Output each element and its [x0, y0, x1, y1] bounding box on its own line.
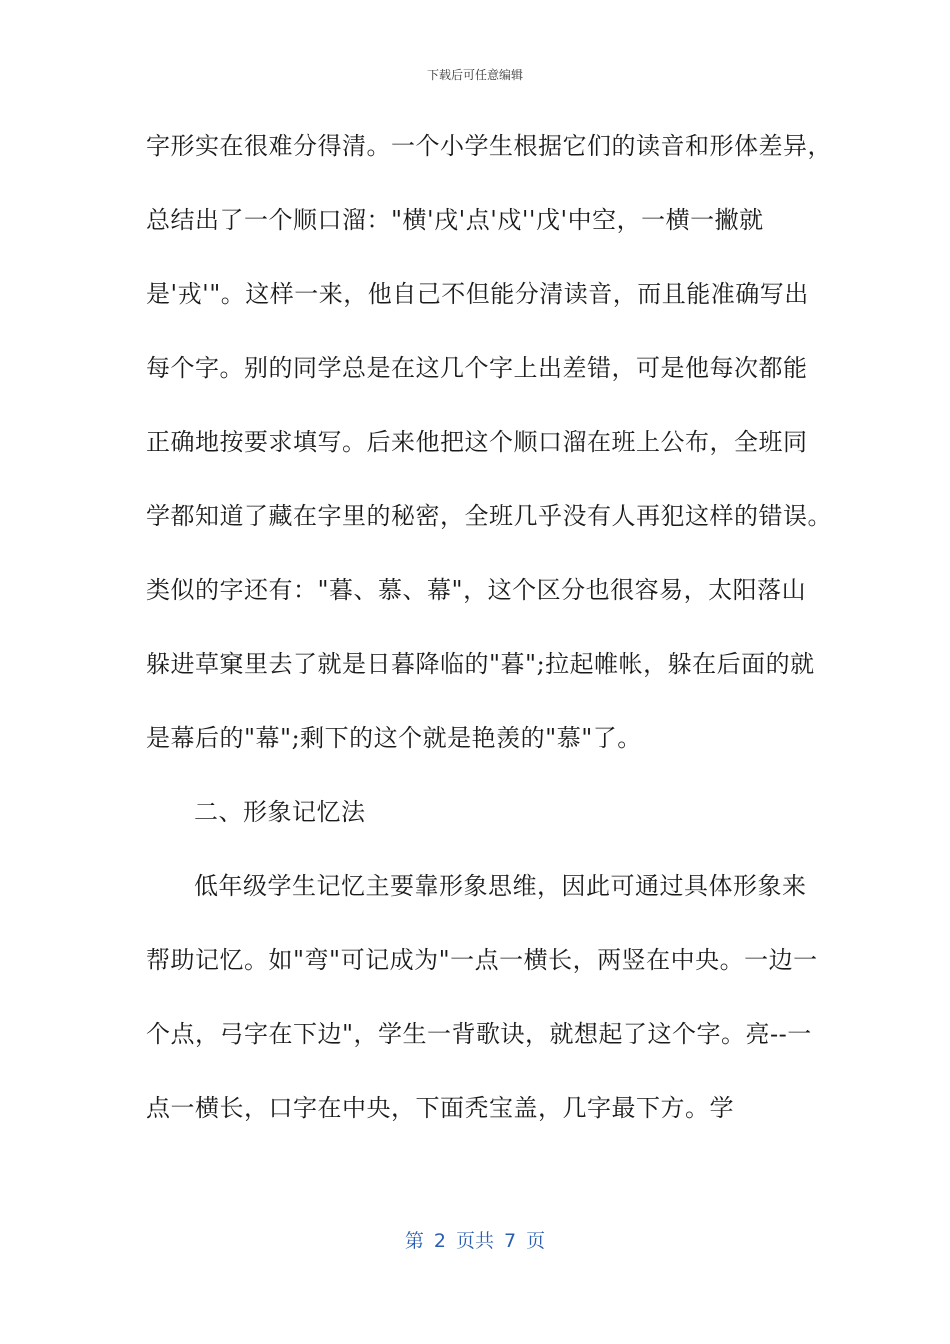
text-line: 每个字。别的同学总是在这几个字上出差错，可是他每次都能	[146, 354, 808, 382]
text-line: 躲进草窠里去了就是日暮降临的"暮";拉起帷帐，躲在后面的就	[146, 650, 815, 678]
text-line: 低年级学生记忆主要靠形象思维，因此可通过具体形象来	[194, 872, 807, 900]
page-number-footer: 第 2 页共 7 页	[404, 1230, 546, 1252]
text-line: 是幕后的"幕";剩下的这个就是艳羡的"慕"了。	[146, 724, 642, 752]
text-line: 学都知道了藏在字里的秘密，全班几乎没有人再犯这样的错误。	[146, 502, 832, 530]
text-line: 类似的字还有："暮、慕、幕"，这个区分也很容易，太阳落山	[146, 576, 807, 604]
text-line: 总结出了一个顺口溜："横'戌'点'戍''戊'中空，一横一撇就	[146, 206, 764, 234]
document-body	[146, 120, 832, 1156]
text-line: 是'戎'"。这样一来，他自己不但能分清读音，而且能准确写出	[146, 280, 809, 308]
text-line: 正确地按要求填写。后来他把这个顺口溜在班上公布，全班同	[146, 428, 808, 456]
text-line: 个点，弓字在下边"，学生一背歌诀，就想起了这个字。亮--一	[146, 1020, 812, 1048]
text-line: 点一横长，口字在中央，下面秃宝盖，几字最下方。学	[146, 1094, 734, 1122]
text-line: 帮助记忆。如"弯"可记成为"一点一横长，两竖在中央。一边一	[146, 946, 818, 974]
section-heading: 二、形象记忆法	[194, 798, 366, 826]
text-line: 字形实在很难分得清。一个小学生根据它们的读音和形体差异，	[146, 132, 832, 160]
page-header-note: 下载后可任意编辑	[426, 68, 523, 82]
